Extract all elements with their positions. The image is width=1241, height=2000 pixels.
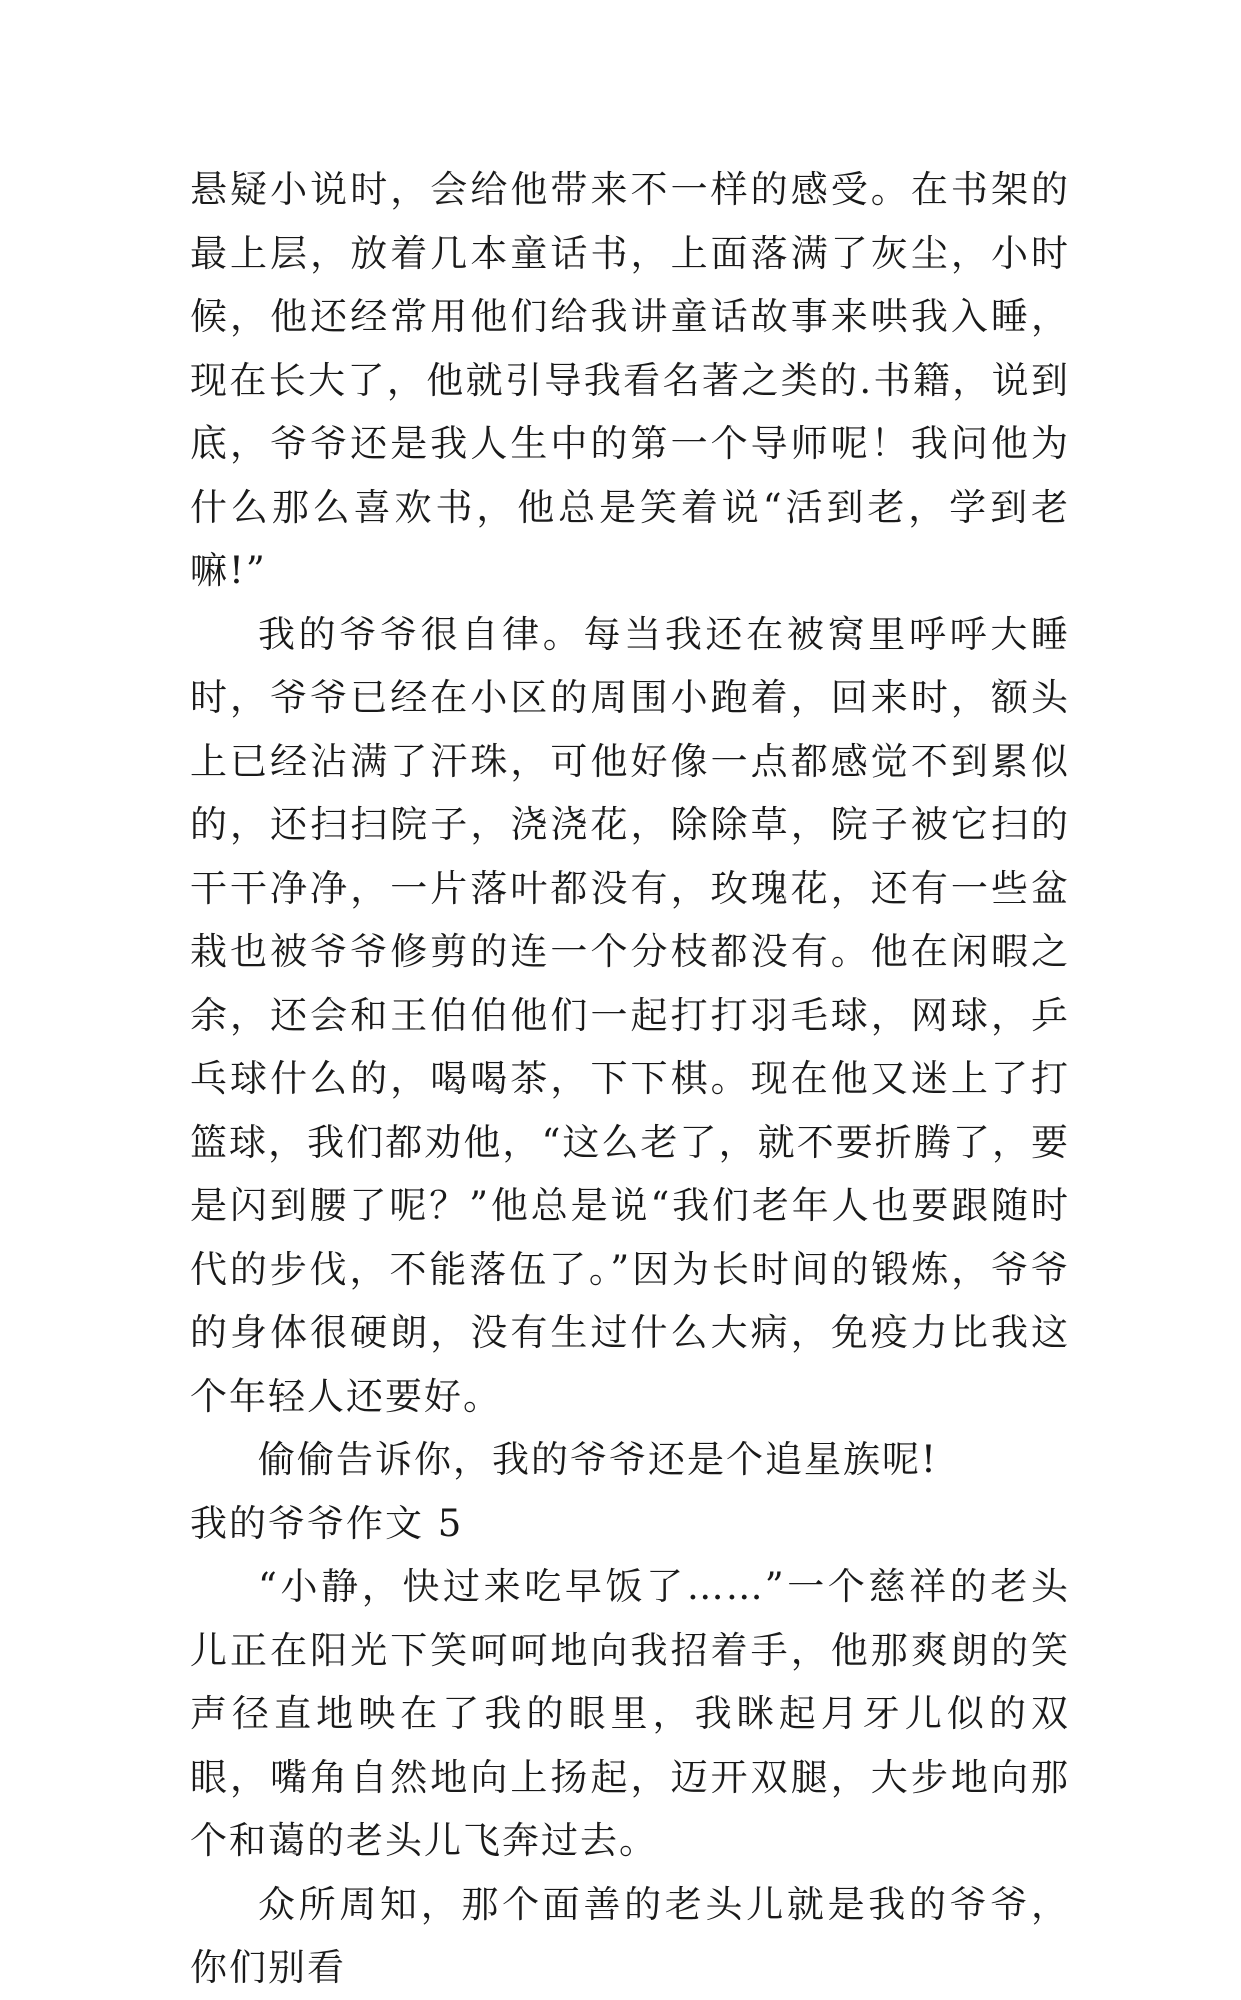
document-page: [190, 158, 1070, 2000]
paragraph-breakfast: “小静，快过来吃早饭了……”一个慈祥的老头儿正在阳光下笑呵呵地向我招着手，他那爽朗的笑声径直地映在了我的眼里，我眯起月牙儿似的双眼，嘴角自然地向上扬起，迈开双腿，大步地向那个和蔼的老头儿飞奔过去。: [190, 1565, 1070, 1862]
section-title: 我的爷爷作文 5: [190, 1501, 464, 1545]
paragraph-books: 悬疑小说时，会给他带来不一样的感受。在书架的最上层，放着几本童话书，上面落满了灰尘，小时候，他还经常用他们给我讲童话故事来哄我入睡，现在长大了，他就引导我看名著之类的.书籍，说到底，爷爷还是我人生中的第一个导师呢！我问他为什么那么喜欢书，他总是笑着说“活到老，学到老嘛!”: [190, 168, 1070, 592]
paragraph-grandpa-intro: 众所周知，那个面善的老头儿就是我的爷爷，你们别看: [190, 1882, 1070, 1989]
paragraph-fan-secret: 偷偷告诉你，我的爷爷还是个追星族呢!: [258, 1438, 938, 1481]
paragraph-self-discipline: 我的爷爷很自律。每当我还在被窝里呼呼大睡时，爷爷已经在小区的周围小跑着，回来时，额头上已经沾满了汗珠，可他好像一点都感觉不到累似的，还扫扫院子，浇浇花，除除草，院子被它扫的干干净净，一片落叶都没有，玫瑰花，还有一些盆栽也被爷爷修剪的连一个分枝都没有。他在闲暇之余，还会和王伯伯他们一起打打羽毛球，网球，乒乓球什么的，喝喝茶，下下棋。现在他又迷上了打篮球，我们都劝他，“这么老了，就不要折腾了，要是闪到腰了呢？”他总是说“我们老年人也要跟随时代的步伐，不能落伍了。”因为长时间的锻炼，爷爷的身体很硬朗，没有生过什么大病，免疫力比我这个年轻人还要好。: [190, 612, 1070, 1418]
